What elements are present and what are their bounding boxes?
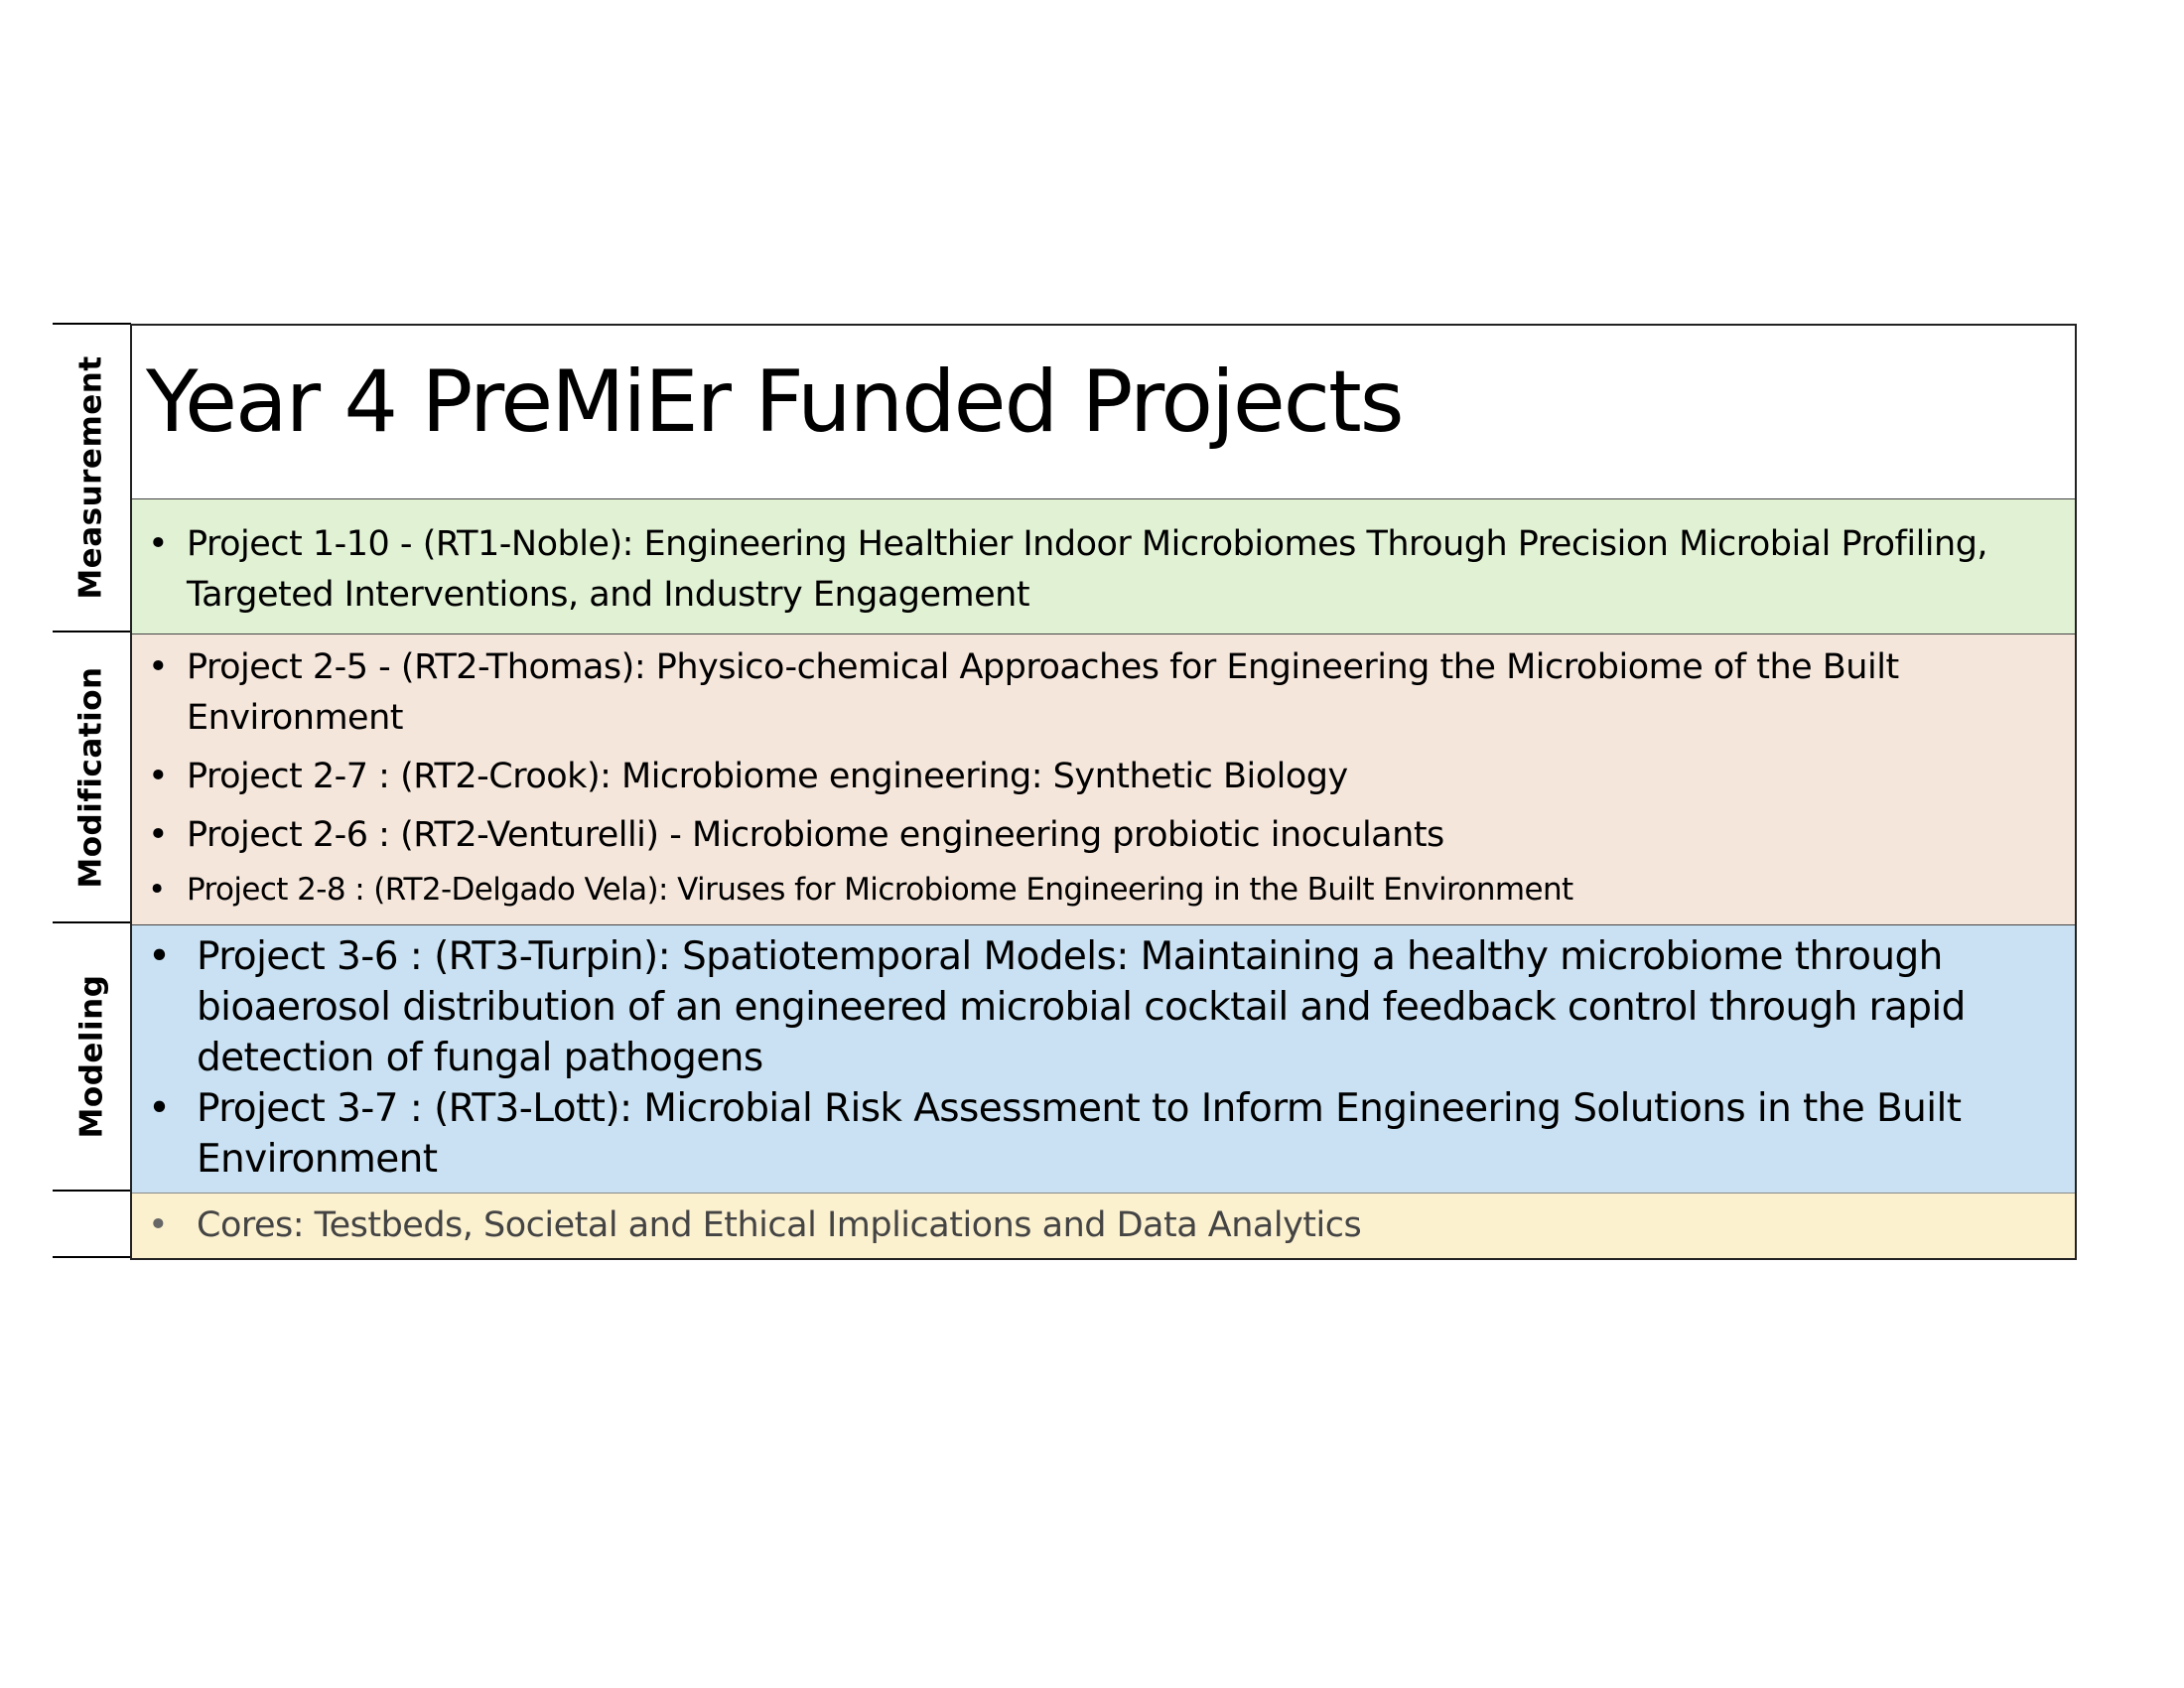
projects-table xyxy=(130,324,2077,1260)
category-measurement xyxy=(53,325,130,631)
list-item: • Project 2-7 : (RT2-Crook): Microbiome engineering: Synthetic Biology xyxy=(187,752,2045,802)
cores-row xyxy=(132,1193,2075,1258)
category-modeling-label: Modeling xyxy=(73,974,109,1139)
side-rule-modeling-bottom xyxy=(53,1190,131,1192)
list-item: • Project 2-5 - (RT2-Thomas): Physico-chemical Approaches for Engineering the Microbiome of the Built Environment xyxy=(187,642,2045,744)
category-modification xyxy=(53,633,130,921)
category-modification-label: Modification xyxy=(73,665,109,889)
list-item: • Cores: Testbeds, Societal and Ethical Implications and Data Analytics xyxy=(197,1201,2045,1249)
list-item: • Project 3-6 : (RT3-Turpin): Spatiotemporal Models: Maintaining a healthy microbiome through bioaerosol distribution of an engineered microbial cocktail and feedback control through rapid detection of fungal pathogens xyxy=(197,931,2045,1083)
modeling-row xyxy=(132,924,2075,1193)
modeling-list xyxy=(132,925,2075,1185)
title-row xyxy=(132,326,2075,498)
category-measurement-label: Measurement xyxy=(73,355,109,600)
list-item: • Project 1-10 - (RT1-Noble): Engineering Healthier Indoor Microbiomes Through Precision Microbial Profiling, Targeted Interventions, and Industry Engagement xyxy=(187,519,2035,621)
modification-row xyxy=(132,633,2075,924)
page-title: Year 4 PreMiEr Funded Projects xyxy=(146,352,1403,452)
list-item: • Project 2-8 : (RT2-Delgado Vela): Viruses for Microbiome Engineering in the Built Environment xyxy=(187,869,2045,911)
side-rule-cores-bottom xyxy=(53,1256,131,1258)
list-item: • Project 2-6 : (RT2-Venturelli) - Microbiome engineering probiotic inoculants xyxy=(187,810,2045,861)
modification-list xyxy=(132,634,2075,911)
measurement-row xyxy=(132,498,2075,633)
list-item: • Project 3-7 : (RT3-Lott): Microbial Risk Assessment to Inform Engineering Solutions in the Built Environment xyxy=(197,1083,2045,1185)
cores-list xyxy=(132,1194,2075,1249)
category-modeling xyxy=(53,923,130,1190)
measurement-list xyxy=(132,499,2075,621)
